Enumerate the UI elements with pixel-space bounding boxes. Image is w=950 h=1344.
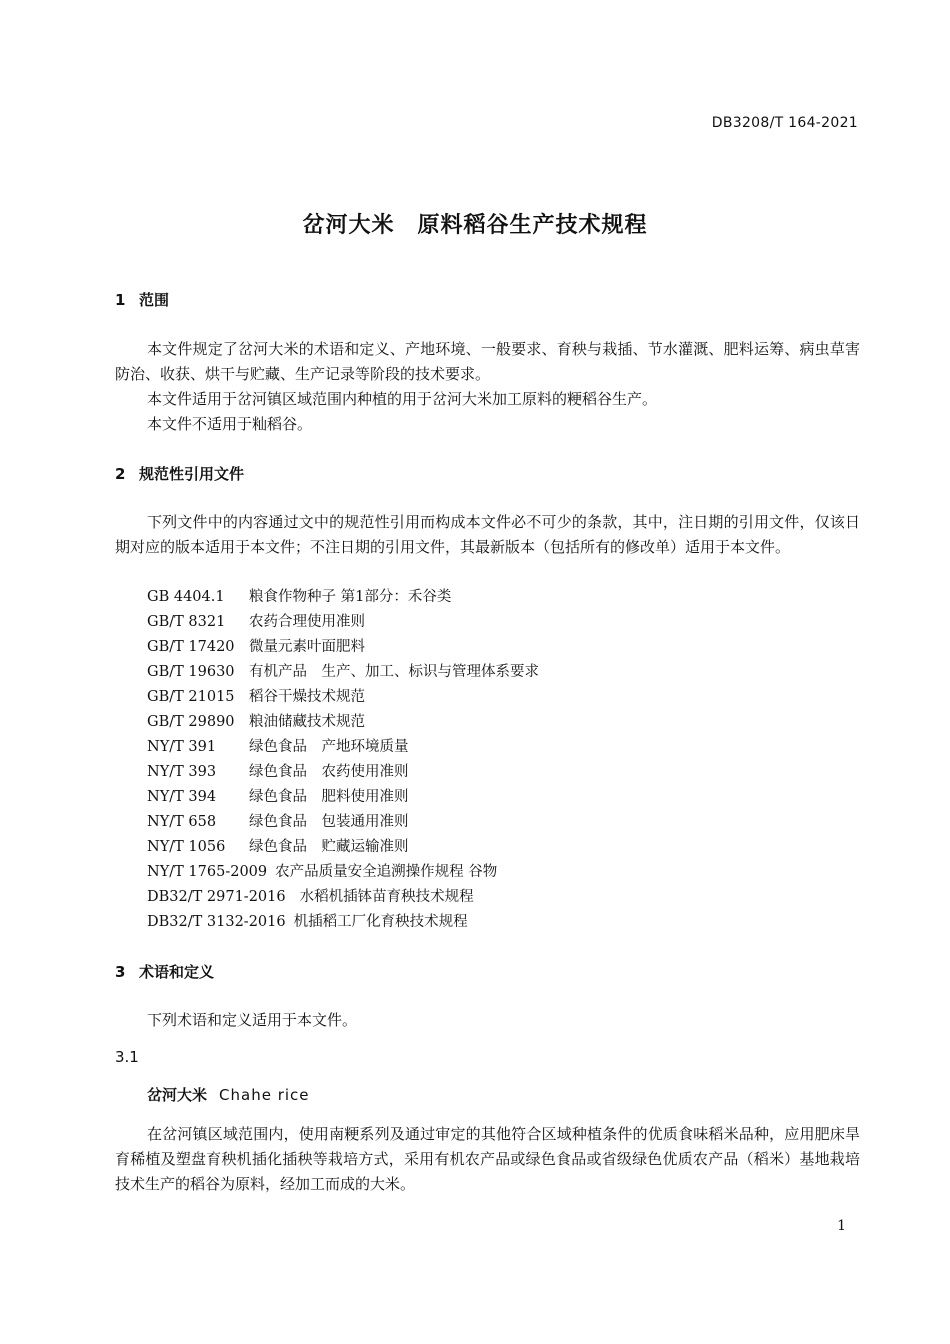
- page-number: 1: [837, 1218, 846, 1234]
- reference-code: NY/T 658: [147, 814, 217, 830]
- reference-name: 粮食作物种子 第1部分：禾谷类: [249, 589, 452, 605]
- reference-name: 有机产品 生产、加工、标识与管理体系要求: [249, 664, 539, 680]
- section-number: 1: [115, 291, 126, 309]
- scope-paragraph-3: 本文件不适用于籼稻谷。: [147, 415, 313, 433]
- reference-name: 机插稻工厂化育秧技术规程: [293, 914, 468, 930]
- term-en: Chahe rice: [219, 1086, 310, 1104]
- reference-code: GB/T 8321: [147, 614, 226, 630]
- reference-code: GB/T 29890: [147, 714, 235, 730]
- reference-code: NY/T 393: [147, 764, 217, 780]
- reference-name: 农药合理使用准则: [249, 614, 365, 630]
- term-definition: 在岔河镇区域范围内，使用南粳系列及通过审定的其他符合区域种植条件的优质食味稻米品种，应用肥床旱育稀植及塑盘育秧机插化插秧等栽培方式，采用有机农产品或绿色食品或省级绿色优质农产品（稻米）基地栽培技术生产的稻谷为原料，经加工而成的大米。: [115, 1125, 860, 1193]
- scope-paragraph-1: 本文件规定了岔河大米的术语和定义、产地环境、一般要求、育秧与栽插、节水灌溉、肥料运筹、病虫草害防治、收获、烘干与贮藏、生产记录等阶段的技术要求。: [115, 340, 860, 383]
- scope-paragraph-2: 本文件适用于岔河镇区域范围内种植的用于岔河大米加工原料的粳稻谷生产。: [147, 390, 658, 408]
- term-heading: [147, 1084, 310, 1105]
- reference-item: [147, 885, 539, 910]
- reference-name: 微量元素叶面肥料: [249, 639, 365, 655]
- reference-name: 绿色食品 产地环境质量: [249, 739, 409, 755]
- section-number: 3: [115, 963, 126, 981]
- term-number: 3.1: [115, 1048, 139, 1066]
- reference-item: [147, 660, 539, 685]
- reference-item: [147, 760, 539, 785]
- reference-item: [147, 860, 539, 885]
- reference-name: 绿色食品 农药使用准则: [249, 764, 409, 780]
- reference-code: GB/T 21015: [147, 689, 235, 705]
- reference-code: DB32/T 3132-2016: [147, 914, 286, 930]
- reference-name: 粮油储藏技术规范: [249, 714, 365, 730]
- section-number: 2: [115, 465, 126, 483]
- reference-code: NY/T 391: [147, 739, 217, 755]
- reference-item: [147, 585, 539, 610]
- reference-item: [147, 835, 539, 860]
- section-title: 规范性引用文件: [139, 465, 245, 483]
- reference-item: [147, 785, 539, 810]
- reference-item: [147, 610, 539, 635]
- reference-code: GB 4404.1: [147, 589, 225, 605]
- reference-name: 水稻机插钵苗育秧技术规程: [299, 889, 474, 905]
- reference-code: GB/T 19630: [147, 664, 235, 680]
- reference-name: 农产品质量安全追溯操作规程 谷物: [275, 864, 498, 880]
- reference-item: [147, 635, 539, 660]
- reference-code: NY/T 1056: [147, 839, 226, 855]
- section-heading-terms: [115, 961, 214, 982]
- reference-name: 绿色食品 肥料使用准则: [249, 789, 409, 805]
- normative-refs-intro: 下列文件中的内容通过文中的规范性引用而构成本文件必不可少的条款，其中，注日期的引用文件，仅该日期对应的版本适用于本文件；不注日期的引用文件，其最新版本（包括所有的修改单）适用于本文件。: [115, 513, 860, 556]
- reference-name: 绿色食品 贮藏运输准则: [249, 839, 409, 855]
- reference-item: [147, 710, 539, 735]
- term-zh: 岔河大米: [147, 1086, 208, 1104]
- reference-list: [147, 585, 539, 935]
- reference-item: [147, 810, 539, 835]
- reference-code: NY/T 394: [147, 789, 217, 805]
- section-heading-scope: [115, 289, 169, 310]
- reference-item: [147, 735, 539, 760]
- terms-intro: 下列术语和定义适用于本文件。: [147, 1011, 358, 1029]
- reference-item: [147, 910, 539, 935]
- reference-code: GB/T 17420: [147, 639, 235, 655]
- document-title: 岔河大米 原料稻谷生产技术规程: [302, 213, 648, 238]
- reference-code: NY/T 1765-2009: [147, 864, 268, 880]
- reference-name: 稻谷干燥技术规范: [249, 689, 365, 705]
- reference-item: [147, 685, 539, 710]
- standard-code: DB3208/T 164-2021: [711, 115, 858, 131]
- section-heading-normative-refs: [115, 463, 244, 484]
- section-title: 范围: [139, 291, 170, 309]
- reference-name: 绿色食品 包装通用准则: [249, 814, 409, 830]
- section-title: 术语和定义: [139, 963, 215, 981]
- reference-code: DB32/T 2971-2016: [147, 889, 286, 905]
